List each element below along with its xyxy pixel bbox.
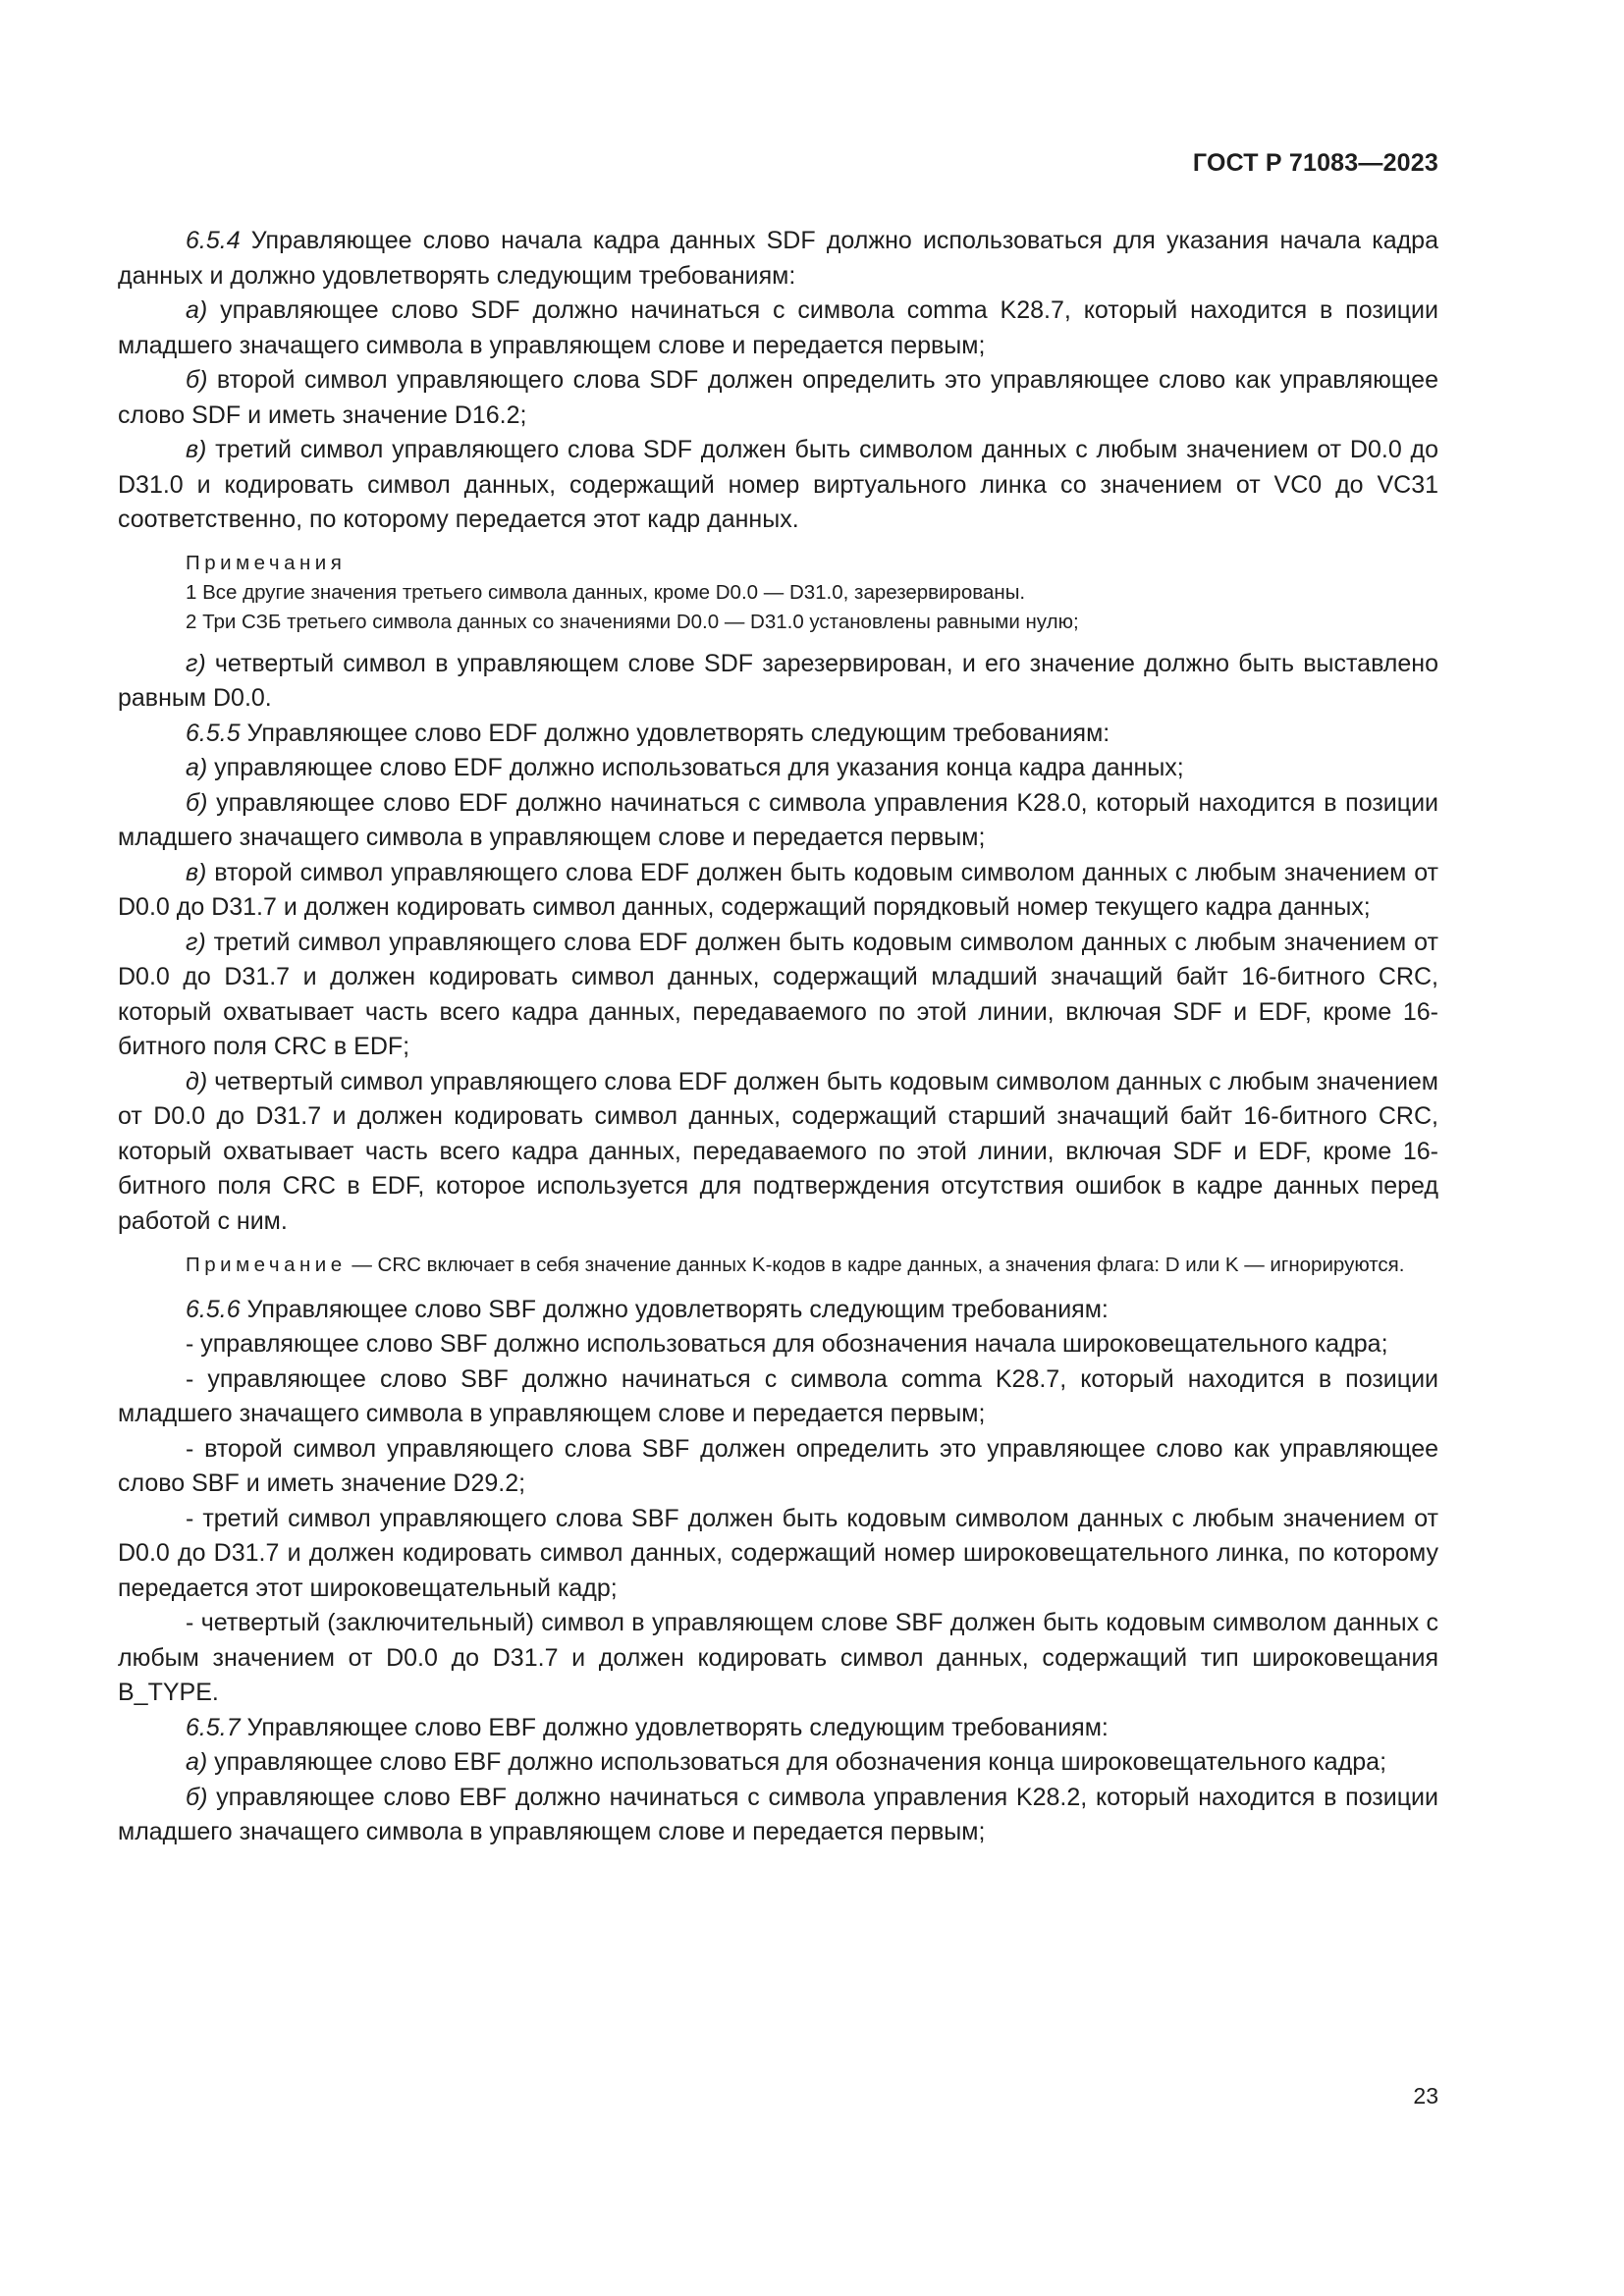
clause-6-5-7 xyxy=(118,1711,1438,1746)
clause-number: 6.5.4 xyxy=(186,227,241,254)
list-text: четвертый символ управляющего слова EDF должен быть кодовым символом данных с любым значением от D0.0 до D31.7 и должен кодировать символ данных, содержащий старший значащий байт 16-битного CRC, который охватывает часть всего кадра данных, передаваемого по этой линии, включая SDF и EDF, кроме 16-битного поля CRC в EDF, которое используется для подтверждения отсутствия ошибок в кадре данных перед работой с ним. xyxy=(118,1067,1438,1235)
list-item xyxy=(118,1065,1438,1240)
clause-text: Управляющее слово SBF должно удовлетворять следующим требованиям: xyxy=(240,1295,1109,1323)
list-text: управляющее слово EDF должно начинаться с символа управления K28.0, который находится в позиции младшего значащего символа в управляющем слове и передается первым; xyxy=(118,788,1438,851)
list-item: - четвертый (заключительный) символ в управляющем слове SBF должен быть кодовым символом данных с любым значением от D0.0 до D31.7 и должен кодировать символ данных, содержащий тип широковещания B_TYPE. xyxy=(118,1609,1438,1706)
clause-text: Управляющее слово начала кадра данных SDF должно использоваться для указания начала кадра данных и должно удовлетворять следующим требованиям: xyxy=(118,227,1438,290)
list-text: управляющее слово EBF должно использоваться для обозначения конца широковещательного кадра; xyxy=(207,1748,1387,1776)
list-label: б) xyxy=(186,788,208,817)
list-text: второй символ управляющего слова EDF должен быть кодовым символом данных с любым значением от D0.0 до D31.7 и должен кодировать символ данных, содержащий порядковый номер текущего кадра данных; xyxy=(118,858,1438,921)
list-label: а) xyxy=(186,754,208,781)
list-text: управляющее слово SDF должно начинаться с символа comma K28.7, который находится в позиции младшего значащего символа в управляющем слове и передается первым; xyxy=(118,296,1438,359)
list-label: г) xyxy=(186,649,206,677)
list-item xyxy=(118,433,1438,538)
list-text: управляющее слово EDF должно использоваться для указания конца кадра данных; xyxy=(207,754,1184,781)
clause-number: 6.5.6 xyxy=(186,1295,241,1323)
list-text: третий символ управляющего слова EDF должен быть кодовым символом данных с любым значением от D0.0 до D31.7 и должен кодировать символ данных, содержащий младший значащий байт 16-битного CRC, который охватывает часть всего кадра данных, передаваемого по этой линии, включая SDF и EDF, кроме 16-битного поля CRC в EDF; xyxy=(118,928,1438,1060)
list-label: в) xyxy=(186,858,207,886)
clause-text: Управляющее слово EBF должно удовлетворять следующим требованиям: xyxy=(240,1713,1109,1741)
note-item: 1 Все другие значения третьего символа данных, кроме D0.0 — D31.0, зарезервированы. xyxy=(186,580,1026,604)
notes-title: Примечания xyxy=(186,551,347,574)
list-item xyxy=(118,856,1438,926)
standard-code-header: ГОСТ Р 71083—2023 xyxy=(1192,149,1438,177)
list-label: д) xyxy=(186,1067,208,1095)
list-item xyxy=(118,294,1438,363)
list-label: а) xyxy=(186,296,208,324)
list-item xyxy=(118,647,1438,717)
list-item xyxy=(118,363,1438,433)
clause-text: Управляющее слово EDF должно удовлетворять следующим требованиям: xyxy=(240,719,1110,747)
clause-6-5-6 xyxy=(118,1293,1438,1328)
page-body xyxy=(118,224,1438,1850)
page-number: 23 xyxy=(1413,2083,1438,2109)
list-item: - второй символ управляющего слова SBF должен определить это управляющее слово как управляющее слово SBF и иметь значение D29.2; xyxy=(118,1434,1438,1497)
clause-6-5-5 xyxy=(118,717,1438,752)
note-label: Примечание xyxy=(186,1254,347,1276)
list-item xyxy=(118,926,1438,1065)
list-label: б) xyxy=(186,366,208,394)
clause-number: 6.5.5 xyxy=(186,719,241,747)
list-label: б) xyxy=(186,1783,208,1811)
clause-number: 6.5.7 xyxy=(186,1713,241,1741)
list-text: четвертый символ в управляющем слове SDF зарезервирован, и его значение должно быть выставлено равным D0.0. xyxy=(118,649,1438,712)
list-item: - третий символ управляющего слова SBF должен быть кодовым символом данных с любым значением от D0.0 до D31.7 и должен кодировать символ данных, содержащий номер широковещательного линка, по которому передается этот широковещательный кадр; xyxy=(118,1504,1438,1602)
list-item: - управляющее слово SBF должно использоваться для обозначения начала широковещательного кадра; xyxy=(186,1330,1388,1358)
list-item xyxy=(118,786,1438,856)
list-text: управляющее слово EBF должно начинаться с символа управления K28.2, который находится в позиции младшего значащего символа в управляющем слове и передается первым; xyxy=(118,1783,1438,1845)
note-item: 2 Три СЗБ третьего символа данных со значениями D0.0 — D31.0 установлены равными нулю; xyxy=(186,610,1079,633)
list-text: третий символ управляющего слова SDF должен быть символом данных с любым значением от D0.0 до D31.0 и кодировать символ данных, содержащий номер виртуального линка со значением от VC0 до VC31 соответственно, по которому передается этот кадр данных. xyxy=(118,436,1438,533)
notes-block xyxy=(118,549,1438,637)
list-label: в) xyxy=(186,436,207,463)
list-text: второй символ управляющего слова SDF должен определить это управляющее слово как управляющее слово SDF и иметь значение D16.2; xyxy=(118,366,1438,429)
list-label: а) xyxy=(186,1748,208,1776)
list-item: - управляющее слово SBF должно начинаться с символа comma K28.7, который находится в позиции младшего значащего символа в управляющем слове и передается первым; xyxy=(118,1364,1438,1427)
list-item xyxy=(118,1745,1438,1781)
note-text: — CRC включает в себя значение данных K-кодов в кадре данных, а значения флага: D или K — игнорируются. xyxy=(346,1254,1405,1276)
list-label: г) xyxy=(186,928,206,956)
list-item xyxy=(118,751,1438,786)
list-item xyxy=(118,1781,1438,1850)
note-block xyxy=(118,1251,1438,1281)
clause-6-5-4 xyxy=(118,224,1438,294)
